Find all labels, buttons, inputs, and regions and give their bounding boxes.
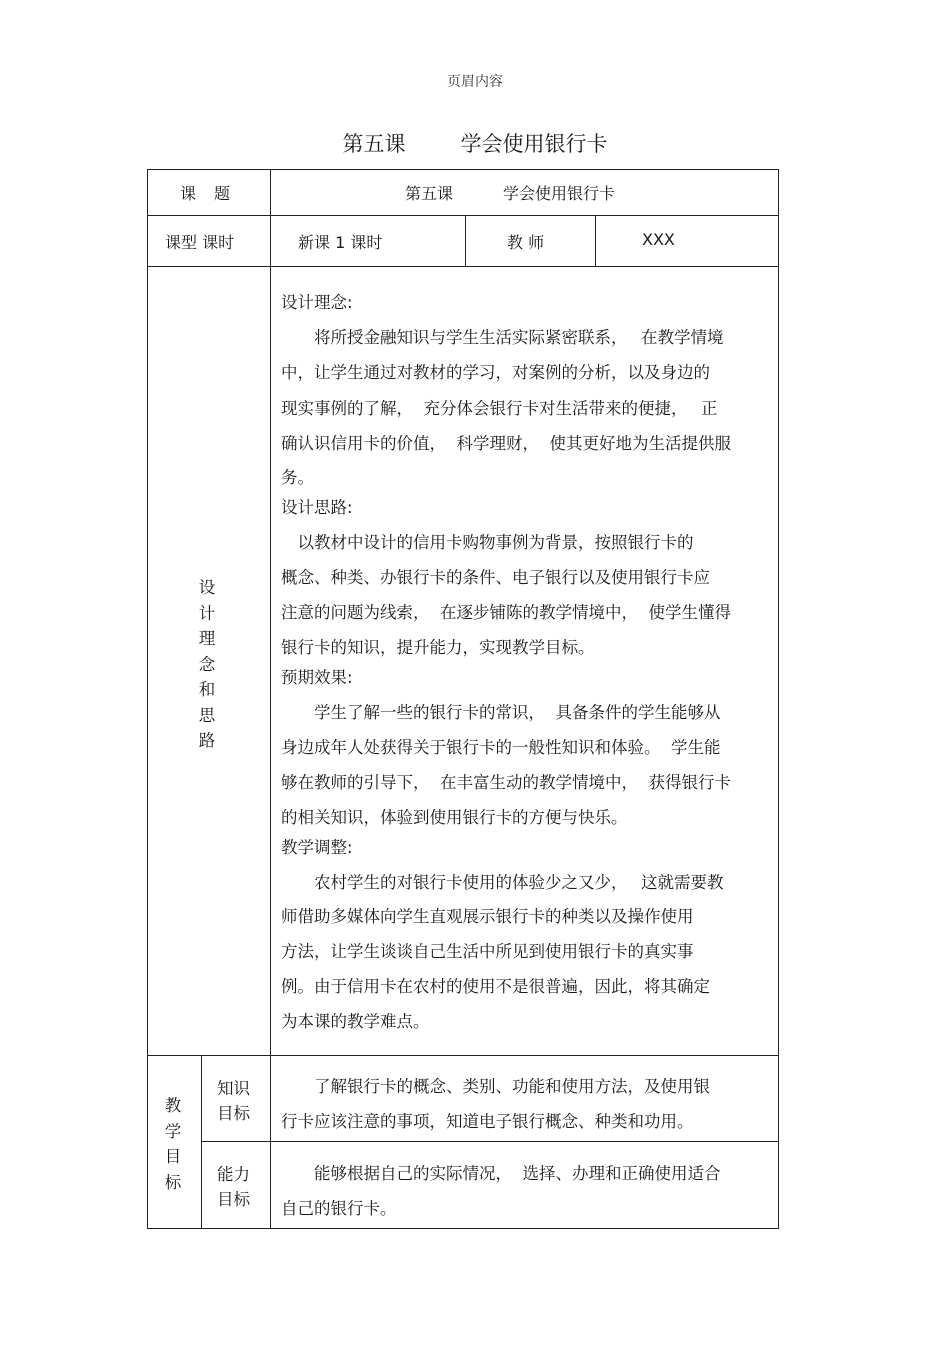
design-line: 例。由于信用卡在农村的使用不是很普遍，因此，将其确定 bbox=[281, 977, 710, 996]
design-line: 务。 bbox=[281, 468, 314, 487]
design-line: 身边成年人处获得关于银行卡的一般性知识和体验。 学生能 bbox=[281, 738, 721, 757]
design-line: 注意的问题为线索， 在逐步铺陈的教学情境中， 使学生懂得 bbox=[281, 603, 731, 622]
title-topic: 学会使用银行卡 bbox=[460, 132, 608, 156]
design-label-char: 设 bbox=[198, 578, 216, 597]
design-label-char: 念 bbox=[198, 654, 216, 674]
table-border-bottom bbox=[147, 1228, 779, 1229]
goals-label-char: 标 bbox=[164, 1172, 182, 1192]
table-border-right bbox=[778, 169, 779, 1229]
design-line: 确认识信用卡的价值， 科学理财， 使其更好地为生活提供服 bbox=[281, 434, 731, 453]
design-line: 教学调整: bbox=[281, 838, 353, 857]
design-line: 概念、种类、办银行卡的条件、电子银行以及使用银行卡应 bbox=[281, 568, 710, 587]
design-line: 够在教师的引导下， 在丰富生动的教学情境中， 获得银行卡 bbox=[281, 773, 731, 792]
table-col-divider bbox=[270, 169, 271, 1229]
page-header: 页眉内容 bbox=[447, 74, 503, 90]
ability-goal-line: 能够根据自己的实际情况， 选择、办理和正确使用适合 bbox=[281, 1164, 721, 1183]
design-line: 师借助多媒体向学生直观展示银行卡的种类以及操作使用 bbox=[281, 907, 694, 926]
design-line: 学生了解一些的银行卡的常识， 具备条件的学生能够从 bbox=[281, 703, 721, 722]
design-label-char: 思 bbox=[198, 705, 216, 725]
topic-label: 课 题 bbox=[180, 184, 232, 203]
topic-name: 学会使用银行卡 bbox=[503, 184, 616, 203]
design-line: 设计思路: bbox=[281, 498, 353, 517]
design-line: 现实事例的了解， 充分体会银行卡对生活带来的便捷， 正 bbox=[281, 399, 718, 418]
design-label-char: 计 bbox=[198, 603, 216, 623]
teacher-value: XXX bbox=[642, 230, 675, 249]
goals-label-char: 目 bbox=[164, 1147, 182, 1166]
type-value: 新课 1 课时 bbox=[298, 233, 383, 252]
document-title bbox=[0, 128, 950, 158]
table-row-divider bbox=[147, 1055, 779, 1056]
knowledge-goal-line: 行卡应该注意的事项，知道电子银行概念、种类和功用。 bbox=[281, 1112, 694, 1131]
topic-value bbox=[405, 181, 615, 204]
design-line: 预期效果: bbox=[281, 668, 353, 687]
design-line: 方法，让学生谈谈自己生活中所见到使用银行卡的真实事 bbox=[281, 942, 694, 961]
knowledge-goal-label bbox=[217, 1076, 250, 1126]
ability-goal-line: 自己的银行卡。 bbox=[281, 1199, 397, 1218]
table-col-divider bbox=[465, 215, 466, 267]
design-label-char: 理 bbox=[198, 629, 216, 648]
teacher-label: 教 师 bbox=[507, 233, 545, 252]
goals-label-char: 教 bbox=[164, 1096, 182, 1115]
knowledge-goal-line: 了解银行卡的概念、类别、功能和使用方法，及使用银 bbox=[281, 1077, 710, 1096]
knowledge-label-line: 知识 bbox=[217, 1079, 250, 1098]
design-line: 银行卡的知识，提升能力，实现教学目标。 bbox=[281, 638, 595, 657]
design-line: 为本课的教学难点。 bbox=[281, 1012, 430, 1031]
design-line: 中，让学生通过对教材的学习，对案例的分析，以及身边的 bbox=[281, 363, 710, 382]
design-line: 设计理念: bbox=[281, 293, 353, 312]
table-border-left bbox=[147, 169, 148, 1229]
goals-side-label bbox=[163, 1093, 183, 1195]
table-col-divider bbox=[201, 1055, 202, 1229]
design-label-char: 路 bbox=[198, 731, 216, 750]
ability-goal-label bbox=[217, 1162, 250, 1212]
design-line: 以教材中设计的信用卡购物事例为背景，按照银行卡的 bbox=[281, 533, 694, 552]
table-row-divider bbox=[147, 266, 779, 267]
design-line: 的相关知识，体验到使用银行卡的方便与快乐。 bbox=[281, 808, 628, 827]
ability-label-line: 能力 bbox=[217, 1165, 250, 1184]
design-label-char: 和 bbox=[198, 680, 216, 699]
design-line: 将所授金融知识与学生生活实际紧密联系， 在教学情境 bbox=[281, 328, 724, 347]
design-side-label bbox=[197, 575, 217, 754]
topic-lesson: 第五课 bbox=[405, 184, 454, 203]
ability-label-line: 目标 bbox=[217, 1190, 250, 1209]
type-label: 课型 课时 bbox=[165, 233, 235, 252]
design-line: 农村学生的对银行卡使用的体验少之又少， 这就需要教 bbox=[281, 873, 724, 892]
table-row-divider bbox=[147, 215, 779, 216]
table-col-divider bbox=[595, 215, 596, 267]
table-row-divider bbox=[201, 1141, 779, 1142]
goals-label-char: 学 bbox=[164, 1121, 182, 1141]
knowledge-label-line: 目标 bbox=[217, 1104, 250, 1123]
title-lesson: 第五课 bbox=[342, 132, 406, 156]
table-border-top bbox=[147, 169, 779, 170]
